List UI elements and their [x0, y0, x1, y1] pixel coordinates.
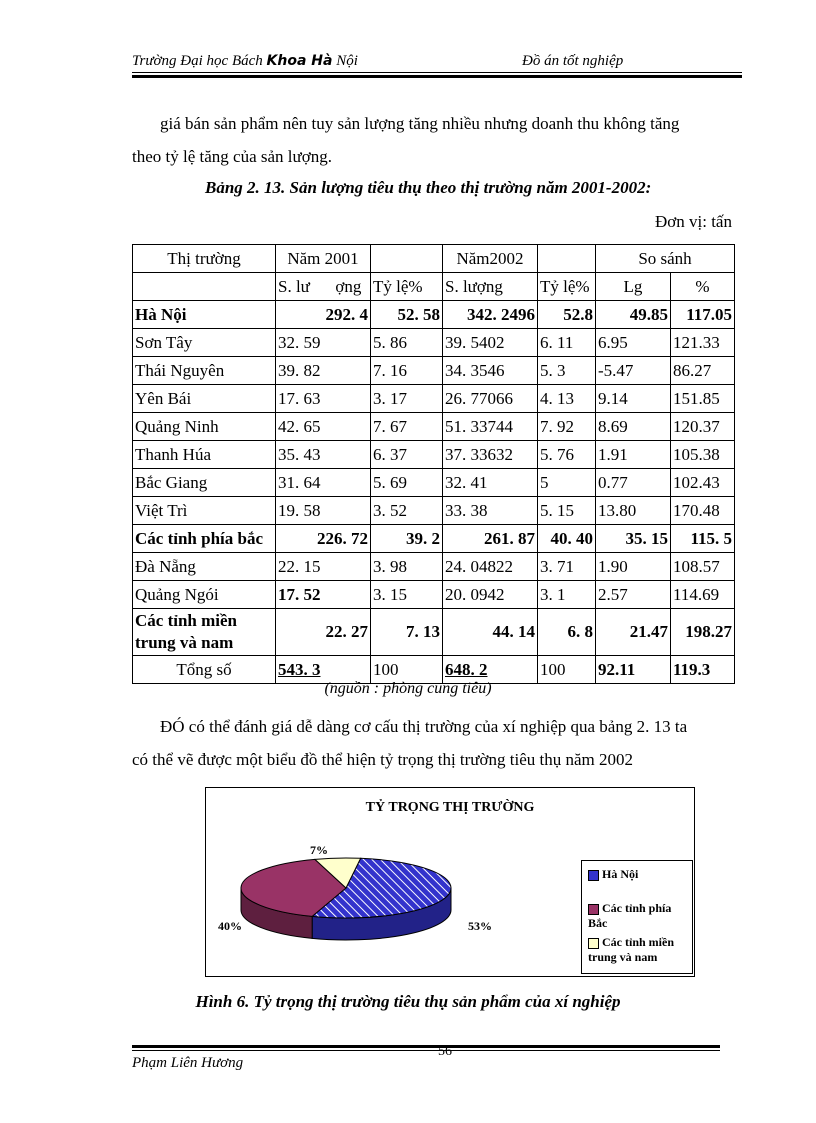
- market-name-cell: Các tỉnh miền trung và nam: [133, 609, 276, 656]
- footer-rule-thin: [132, 1050, 720, 1051]
- legend-swatch: [588, 938, 599, 949]
- market-name-cell: Bắc Giang: [133, 469, 276, 497]
- value-cell: 114.69: [671, 581, 735, 609]
- value-cell: 86.27: [671, 357, 735, 385]
- legend-label: Các tỉnh phía Bắc: [588, 901, 672, 930]
- table-row: [133, 497, 735, 525]
- header-overlap-text: Khoa Hà: [266, 53, 333, 69]
- value-cell: 17. 63: [276, 385, 371, 413]
- value-cell: 9.14: [596, 385, 671, 413]
- legend-label: Hà Nội: [602, 867, 639, 881]
- table-caption: Bảng 2. 13. Sản lượng tiêu thụ theo thị trường năm 2001-2002:: [205, 178, 652, 197]
- value-cell: 6.95: [596, 329, 671, 357]
- value-cell: 7. 67: [371, 413, 443, 441]
- intro-line-1: giá bán sản phẩm nên tuy sản lượng tăng nhiều nhưng doanh thu không tăng: [160, 114, 680, 133]
- value-cell: 151.85: [671, 385, 735, 413]
- value-cell: 121.33: [671, 329, 735, 357]
- value-cell: 35. 15: [596, 525, 671, 553]
- value-cell: 2.57: [596, 581, 671, 609]
- value-cell: 5. 76: [538, 441, 596, 469]
- footer-rule-thick: [132, 1045, 720, 1048]
- value-cell: 4. 13: [538, 385, 596, 413]
- pie-data-label: 7%: [310, 843, 328, 857]
- value-cell: 42. 65: [276, 413, 371, 441]
- value-cell: 5. 86: [371, 329, 443, 357]
- market-name-cell: Việt Trì: [133, 497, 276, 525]
- pie-data-label: 40%: [218, 919, 242, 933]
- legend-item: [588, 867, 638, 882]
- value-cell: 292. 4: [276, 301, 371, 329]
- market-name-cell: Tổng số: [133, 656, 276, 684]
- table-header-row-1: [133, 245, 735, 273]
- value-cell: 39. 82: [276, 357, 371, 385]
- value-cell: 6. 8: [538, 609, 596, 656]
- value-cell: 26. 77066: [443, 385, 538, 413]
- value-cell: 39. 2: [371, 525, 443, 553]
- value-cell: 22. 15: [276, 553, 371, 581]
- value-cell: 31. 64: [276, 469, 371, 497]
- value-cell: 3. 52: [371, 497, 443, 525]
- value-cell: 17. 52: [276, 581, 371, 609]
- value-cell: 648. 2: [443, 656, 538, 684]
- value-cell: 543. 3: [276, 656, 371, 684]
- value-cell: 100: [371, 656, 443, 684]
- value-cell: 49.85: [596, 301, 671, 329]
- para2-line-2: có thể vẽ được một biểu đồ thể hiện tỷ trọng thị trường tiêu thụ năm 2002: [132, 750, 633, 769]
- table-row: [133, 581, 735, 609]
- value-cell: 100: [538, 656, 596, 684]
- legend-item: [588, 901, 688, 931]
- value-cell: 105.38: [671, 441, 735, 469]
- header-school: Trường Đại học Bách: [132, 53, 263, 69]
- value-cell: 170.48: [671, 497, 735, 525]
- market-name-cell: Thái Nguyên: [133, 357, 276, 385]
- legend-swatch: [588, 870, 599, 881]
- header-cell: Năm2002: [443, 245, 538, 273]
- value-cell: 7. 16: [371, 357, 443, 385]
- value-cell: 40. 40: [538, 525, 596, 553]
- value-cell: 44. 14: [443, 609, 538, 656]
- value-cell: 198.27: [671, 609, 735, 656]
- value-cell: 3. 17: [371, 385, 443, 413]
- header-cell: [371, 245, 443, 273]
- value-cell: 3. 71: [538, 553, 596, 581]
- header-city: Nội: [336, 53, 358, 69]
- header-cell: [133, 273, 276, 301]
- value-cell: 20. 0942: [443, 581, 538, 609]
- legend-label: Các tỉnh miền trung và nam: [588, 935, 674, 964]
- header-cell: Thị trường: [133, 245, 276, 273]
- value-cell: 5. 15: [538, 497, 596, 525]
- value-cell: 52. 58: [371, 301, 443, 329]
- header-cell: Tỷ lệ%: [538, 273, 596, 301]
- header-cell: Lg: [596, 273, 671, 301]
- value-cell: 115. 5: [671, 525, 735, 553]
- market-name-cell: Đà Nẵng: [133, 553, 276, 581]
- value-cell: 22. 27: [276, 609, 371, 656]
- value-cell: 34. 3546: [443, 357, 538, 385]
- header-left: [132, 53, 358, 70]
- value-cell: 5. 3: [538, 357, 596, 385]
- value-cell: 3. 15: [371, 581, 443, 609]
- value-cell: 8.69: [596, 413, 671, 441]
- value-cell: 226. 72: [276, 525, 371, 553]
- header-right: Đồ án tốt nghiệp: [522, 53, 624, 69]
- value-cell: 5: [538, 469, 596, 497]
- market-name-cell: Quảng Ngói: [133, 581, 276, 609]
- value-cell: 6. 11: [538, 329, 596, 357]
- value-cell: 120.37: [671, 413, 735, 441]
- value-cell: 33. 38: [443, 497, 538, 525]
- value-cell: 39. 5402: [443, 329, 538, 357]
- value-cell: 13.80: [596, 497, 671, 525]
- value-cell: 32. 59: [276, 329, 371, 357]
- table-row: [133, 553, 735, 581]
- header-cell: Tỷ lệ%: [371, 273, 443, 301]
- value-cell: 7. 13: [371, 609, 443, 656]
- table-row: [133, 357, 735, 385]
- figure-caption: Hình 6. Tỷ trọng thị trường tiêu thụ sản phẩm của xí nghiệp: [195, 992, 621, 1011]
- chart-legend: [581, 860, 693, 974]
- value-cell: 19. 58: [276, 497, 371, 525]
- value-cell: 51. 33744: [443, 413, 538, 441]
- value-cell: 117.05: [671, 301, 735, 329]
- value-cell: 108.57: [671, 553, 735, 581]
- header-cell: %: [671, 273, 735, 301]
- sales-table: [132, 244, 735, 684]
- value-cell: 3. 98: [371, 553, 443, 581]
- header-cell: Năm 2001: [276, 245, 371, 273]
- pie-data-label: 53%: [468, 919, 492, 933]
- value-cell: 37. 33632: [443, 441, 538, 469]
- page-number: 56: [438, 1044, 452, 1059]
- footer-author: Phạm Liên Hương: [132, 1055, 244, 1071]
- table-source: (nguồn : phòng cung tiêu): [324, 680, 492, 697]
- value-cell: 6. 37: [371, 441, 443, 469]
- legend-item: [588, 935, 688, 965]
- value-cell: 52.8: [538, 301, 596, 329]
- table-row: [133, 301, 735, 329]
- intro-line-2: theo tỷ lệ tăng của sản lượng.: [132, 147, 332, 166]
- value-cell: 24. 04822: [443, 553, 538, 581]
- market-name-cell: Quảng Ninh: [133, 413, 276, 441]
- value-cell: 21.47: [596, 609, 671, 656]
- para2-line-1: ĐÓ có thể đánh giá dễ dàng cơ cấu thị trường của xí nghiệp qua bảng 2. 13 ta: [160, 717, 688, 736]
- value-cell: -5.47: [596, 357, 671, 385]
- header-rule-thick: [132, 75, 742, 78]
- value-cell: 1.90: [596, 553, 671, 581]
- market-name-cell: Hà Nội: [133, 301, 276, 329]
- table-row: [133, 385, 735, 413]
- header-cell: S. lư ợng: [276, 273, 371, 301]
- market-name-cell: Sơn Tây: [133, 329, 276, 357]
- value-cell: 92.11: [596, 656, 671, 684]
- header-cell: So sánh: [596, 245, 735, 273]
- value-cell: 32. 41: [443, 469, 538, 497]
- value-cell: 5. 69: [371, 469, 443, 497]
- value-cell: 3. 1: [538, 581, 596, 609]
- table-row: [133, 329, 735, 357]
- legend-swatch: [588, 904, 599, 915]
- chart-title: TỶ TRỌNG THỊ TRƯỜNG: [365, 800, 535, 815]
- value-cell: 119.3: [671, 656, 735, 684]
- market-name-cell: Yên Bái: [133, 385, 276, 413]
- market-name-cell: Thanh Húa: [133, 441, 276, 469]
- value-cell: 261. 87: [443, 525, 538, 553]
- header-rule-thin: [132, 72, 742, 73]
- pie-chart: [206, 830, 576, 970]
- value-cell: 0.77: [596, 469, 671, 497]
- value-cell: 1.91: [596, 441, 671, 469]
- header-cell: S. lượng: [443, 273, 538, 301]
- market-name-cell: Các tỉnh phía bắc: [133, 525, 276, 553]
- header-cell: [538, 245, 596, 273]
- table-header-row-2: [133, 273, 735, 301]
- value-cell: 342. 2496: [443, 301, 538, 329]
- value-cell: 35. 43: [276, 441, 371, 469]
- value-cell: 7. 92: [538, 413, 596, 441]
- value-cell: 102.43: [671, 469, 735, 497]
- table-row: [133, 609, 735, 656]
- table-row: [133, 413, 735, 441]
- unit-label: Đơn vị: tấn: [655, 212, 732, 231]
- table-row: [133, 525, 735, 553]
- table-row: [133, 441, 735, 469]
- table-row: [133, 469, 735, 497]
